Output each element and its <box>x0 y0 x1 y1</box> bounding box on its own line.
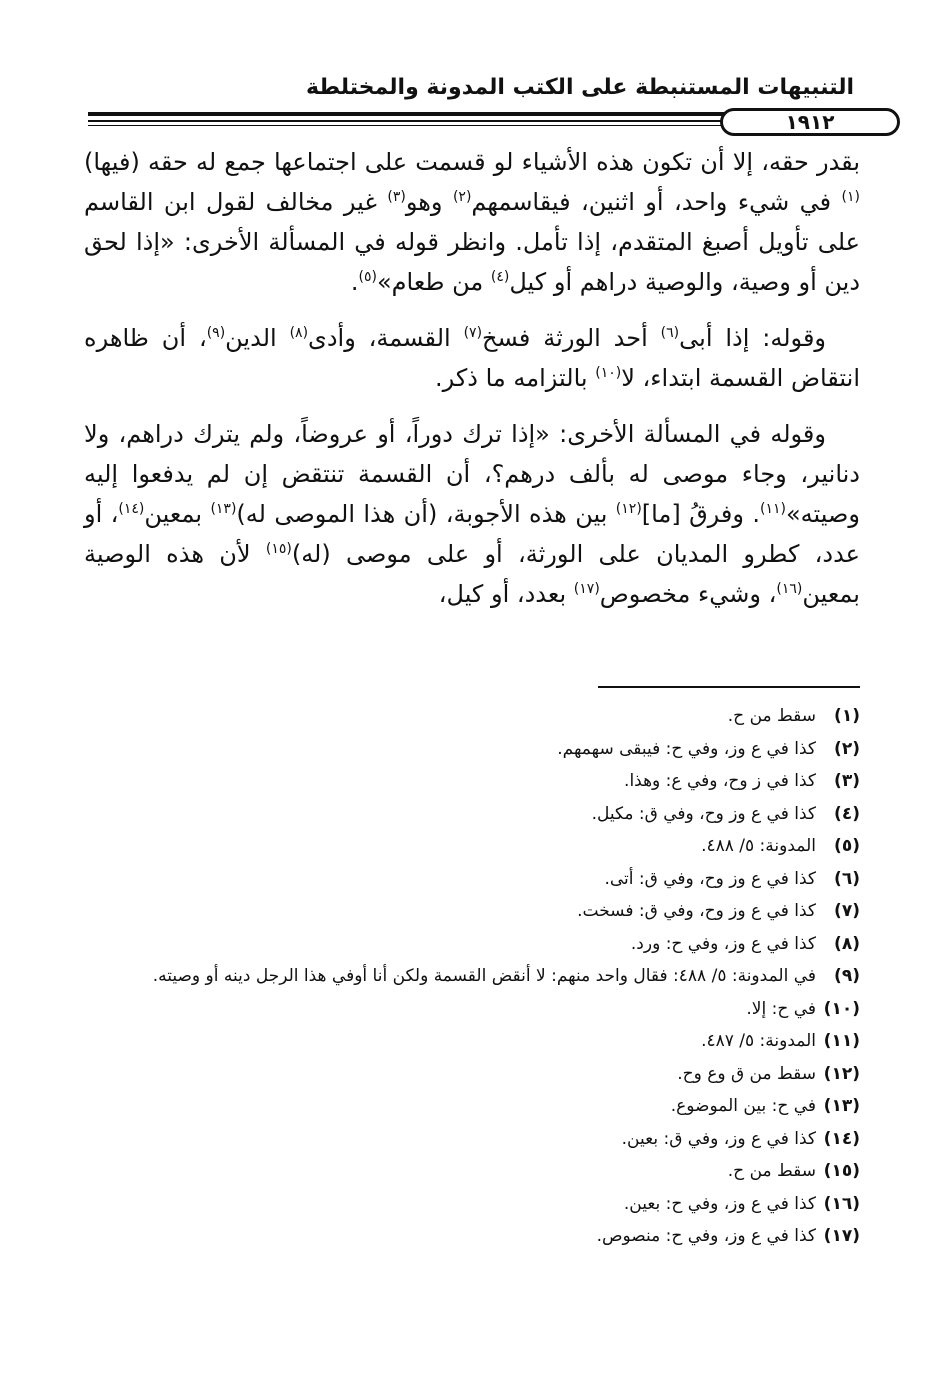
footnote-ref-8[interactable]: (٨) <box>289 325 309 341</box>
text-run: وقوله في المسألة الأخرى: «إذا ترك دوراً، أو عروضاً، ولم يترك دراهم، ولا دنانير، وجاء موصى له بألف درهم؟، أن القسمة تنتقض إن لم يدفعوا إليه وصيته» <box>84 420 861 528</box>
footnote-item <box>108 1188 860 1221</box>
footnote-number: (١١) <box>823 1031 860 1051</box>
text-run: لأن هذه الوصية بمعين <box>84 540 860 608</box>
footnote-text: سقط من ح. <box>727 706 816 726</box>
footnote-text: سقط من ق وع وح. <box>677 1063 816 1084</box>
footnote-number: (١٦) <box>823 1193 860 1214</box>
footnote-ref-12[interactable]: (١٢) <box>615 501 642 517</box>
footnote-separator <box>598 686 860 688</box>
footnote-text: في ح: بين الموضوع. <box>670 1096 816 1116</box>
footnote-number: (٥) <box>834 836 860 856</box>
footnote-ref-15[interactable]: (١٥) <box>265 541 292 557</box>
paragraph-3 <box>84 414 860 614</box>
footnote-number: (٦) <box>834 868 860 889</box>
text-run: بين هذه الأجوبة، (أن هذا الموصى له) <box>236 500 616 528</box>
footnote-text: المدونة: ٥/ ٤٨٨. <box>701 836 816 856</box>
footnote-ref-16[interactable]: (١٦) <box>776 581 803 597</box>
footnote-item <box>108 733 860 766</box>
text-run: أحد الورثة فسخ <box>482 324 661 352</box>
footnote-text: كذا في ع وز، وفي ح: منصوص. <box>596 1226 816 1246</box>
footnote-item <box>108 960 860 993</box>
text-run: بمعين <box>144 500 211 528</box>
footnote-number: (١٤) <box>823 1128 860 1149</box>
footnote-text: المدونة: ٥/ ٤٨٧. <box>701 1031 816 1051</box>
footnote-ref-10[interactable]: (١٠) <box>595 365 622 381</box>
footnote-ref-1[interactable]: (١) <box>841 189 861 205</box>
footnote-ref-4[interactable]: (٤) <box>490 269 510 285</box>
footnote-text: سقط من ح. <box>727 1161 816 1181</box>
text-run: الدين <box>225 324 290 352</box>
text-run: ، أن ظاهره انتقاض القسمة ابتداء، لا <box>84 324 860 392</box>
footnote-ref-3[interactable]: (٣) <box>387 189 406 205</box>
footnote-item <box>108 993 860 1026</box>
footnote-text: كذا في ع وز، وفي ح: بعين. <box>623 1193 816 1214</box>
footnote-text: كذا في ع وز وح، وفي ق: أتى. <box>604 868 816 889</box>
footnote-item <box>108 798 860 831</box>
footnote-text: كذا في ع وز وح، وفي ق: فسخت. <box>577 901 816 921</box>
text-run: في شيء واحد، أو اثنين، فيقاسمهم <box>471 188 842 216</box>
footnote-ref-11[interactable]: (١١) <box>760 501 786 517</box>
footnote-item <box>108 830 860 863</box>
text-run: من طعام» <box>376 268 491 296</box>
footnote-item <box>108 765 860 798</box>
running-header-title: التنبيهات المستنبطة على الكتب المدونة والمختلطة <box>305 75 854 100</box>
header-rule <box>88 108 856 134</box>
footnote-item <box>108 1155 860 1188</box>
text-run: . <box>350 268 359 296</box>
footnote-item <box>108 1058 860 1091</box>
text-run: غير مخالف لقول ابن القاسم على تأويل أصبغ المتقدم، إذا تأمل. وانظر قوله في المسألة الأخرى: «إذا لحق دين أو وصية، والوصية دراهم أو كيل <box>84 188 860 296</box>
footnote-item <box>108 928 860 961</box>
footnote-number: (١) <box>834 706 860 726</box>
footnote-text: كذا في ع وز، وفي ح: فيبقى سهمهم. <box>557 738 816 759</box>
text-run: القسمة، وأدى <box>308 324 464 352</box>
footnote-ref-7[interactable]: (٧) <box>463 325 483 341</box>
footnote-number: (١٠) <box>823 998 860 1019</box>
footnote-number: (٩) <box>834 966 860 986</box>
footnote-text: في المدونة: ٥/ ٤٨٨: فقال واحد منهم: لا أنقض القسمة ولكن أنا أوفي هذا الرجل دينه أو وصيته. <box>152 966 816 986</box>
footnote-number: (٨) <box>834 933 860 954</box>
footnote-number: (٧) <box>834 901 860 921</box>
footnote-ref-13[interactable]: (١٣) <box>210 501 237 517</box>
text-run: بقدر حقه، إلا أن تكون هذه الأشياء لو قسمت على اجتماعها جمع له حقه (فيها) <box>84 148 860 176</box>
footnote-text: في ح: إلا. <box>746 998 816 1019</box>
footnote-number: (٣) <box>834 771 860 791</box>
footnote-item <box>108 895 860 928</box>
footnote-text: كذا في ز وح، وفي ع: وهذا. <box>624 771 816 791</box>
text-run: ، أو عدد، كطرو المديان على الورثة، أو على موصى (له) <box>84 500 860 568</box>
footnote-ref-2[interactable]: (٢) <box>452 189 472 205</box>
text-run: وقوله: إذا أبى <box>679 324 827 352</box>
text-run: بالتزامه ما ذكر. <box>435 364 596 392</box>
footnote-ref-9[interactable]: (٩) <box>206 325 226 341</box>
footnote-text: كذا في ع وز، وفي ق: بعين. <box>621 1128 816 1149</box>
footnote-number: (١٣) <box>823 1096 860 1116</box>
main-text <box>84 142 860 630</box>
footnote-item <box>108 1025 860 1058</box>
footnotes-list <box>108 700 860 1253</box>
footnote-text: كذا في ع وز، وفي ح: ورد. <box>630 933 816 954</box>
footnote-ref-5[interactable]: (٥) <box>358 269 377 285</box>
footnote-number: (١٧) <box>823 1226 860 1246</box>
text-run: بعدد، أو كيل، <box>438 580 574 608</box>
page-number: ١٩١٢ <box>720 108 900 136</box>
footnote-item <box>108 1090 860 1123</box>
footnote-ref-17[interactable]: (١٧) <box>573 581 600 597</box>
footnote-text: كذا في ع وز وح، وفي ق: مكيل. <box>591 803 816 824</box>
footnote-number: (٢) <box>834 738 860 759</box>
footnote-item <box>108 700 860 733</box>
footnote-number: (١٥) <box>823 1161 860 1181</box>
text-run: . وفرقُ [ما] <box>641 500 761 528</box>
footnote-ref-6[interactable]: (٦) <box>660 325 680 341</box>
footnote-item <box>108 1123 860 1156</box>
footnote-number: (١٢) <box>823 1063 860 1084</box>
footnote-item <box>108 863 860 896</box>
footnote-number: (٤) <box>834 803 860 824</box>
text-run: وهو <box>405 188 453 216</box>
text-run: ، وشيء مخصوص <box>599 580 777 608</box>
paragraph-1 <box>84 142 860 302</box>
footnote-item <box>108 1220 860 1253</box>
footnote-ref-14[interactable]: (١٤) <box>118 501 145 517</box>
paragraph-2 <box>84 318 860 398</box>
